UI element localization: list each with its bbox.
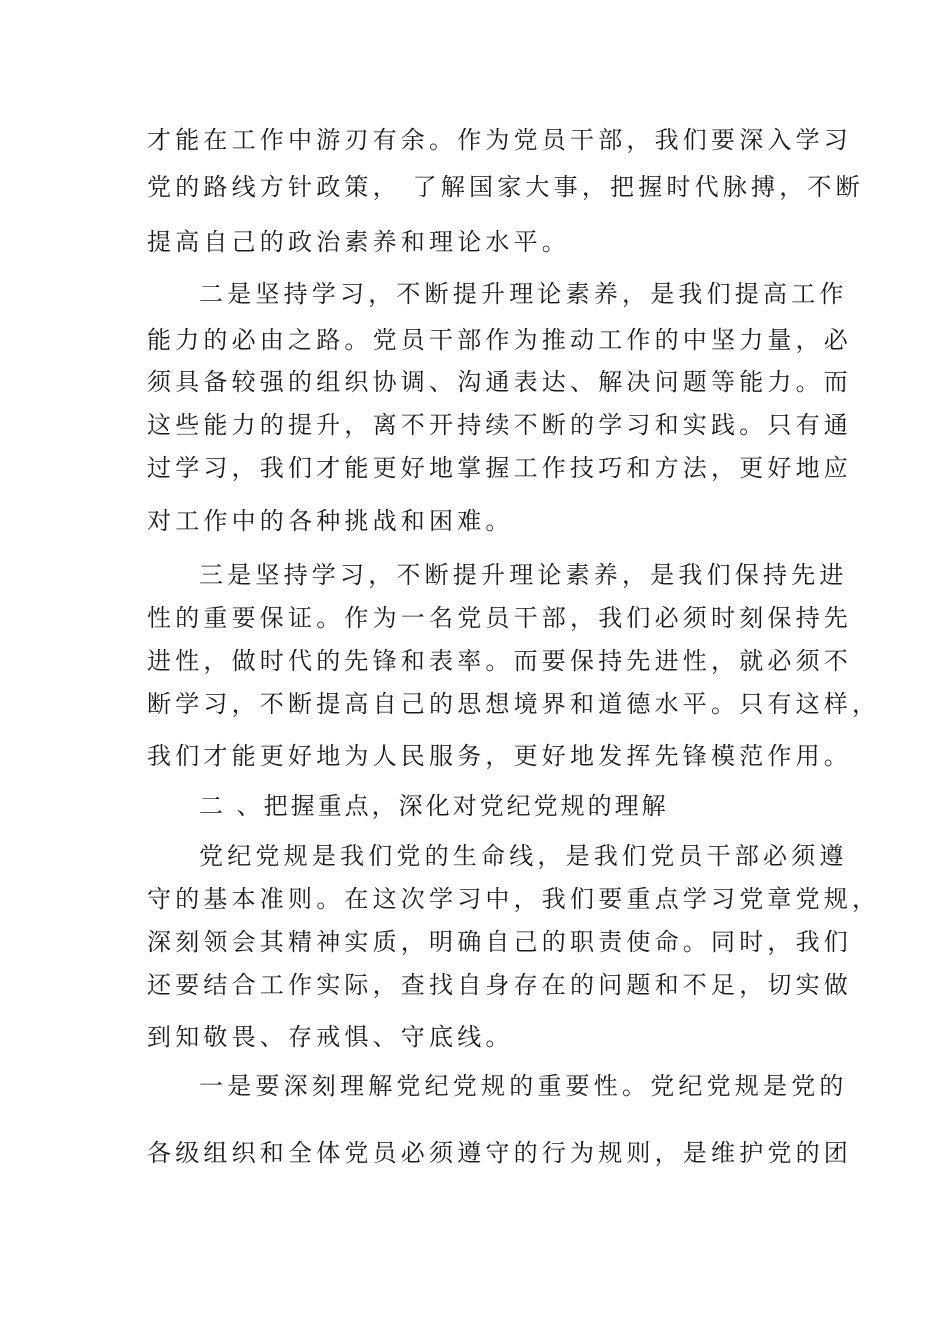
text-line: 深刻领会其精神实质，明确自己的职责使命。同时，我们 [147,928,852,956]
section-heading: 二 、把握重点，深化对党纪党规的理解 [199,792,669,820]
text-line: 这些能力的提升，离不开持续不断的学习和实践。只有通 [147,411,852,439]
text-line: 到知敬畏、存戒惧、守底线。 [147,1023,514,1051]
text-line: 断学习，不断提高自己的思想境界和道德水平。只有这样， [147,690,881,718]
text-line: 对工作中的各种挑战和困难。 [147,507,514,535]
text-line: 各级组织和全体党员必须遵守的行为规则，是维护党的团 [147,1139,852,1167]
text-line: 才能在工作中游刃有余。作为党员干部，我们要深入学习 [147,126,852,154]
text-line: 守的基本准则。在这次学习中，我们要重点学习党章党规， [147,885,881,913]
text-line: 须具备较强的组织协调、沟通表达、解决问题等能力。而 [147,368,852,396]
text-line: 性的重要保证。作为一名党员干部，我们必须时刻保持先 [147,604,852,632]
paragraph-first-line: 二是坚持学习，不断提升理论素养，是我们提高工作 [199,280,848,308]
text-line: 能力的必由之路。党员干部作为推动工作的中坚力量，必 [147,326,852,354]
text-line: 过学习，我们才能更好地掌握工作技巧和方法，更好地应 [147,454,852,482]
paragraph-first-line: 党纪党规是我们党的生命线，是我们党员干部必须遵 [199,842,848,870]
paragraph-first-line: 一是要深刻理解党纪党规的重要性。党纪党规是党的 [199,1072,848,1100]
text-line: 提高自己的政治素养和理论水平。 [147,228,570,256]
text-line: 党的路线方针政策， 了解国家大事，把握时代脉搏，不断 [147,173,864,201]
paragraph-first-line: 三是坚持学习，不断提升理论素养，是我们保持先进 [199,561,848,589]
text-line: 我们才能更好地为人民服务，更好地发挥先锋模范作用。 [147,742,852,770]
text-line: 进性，做时代的先锋和表率。而要保持先进性，就必须不 [147,647,852,675]
text-line: 还要结合工作实际，查找自身存在的问题和不足，切实做 [147,971,852,999]
